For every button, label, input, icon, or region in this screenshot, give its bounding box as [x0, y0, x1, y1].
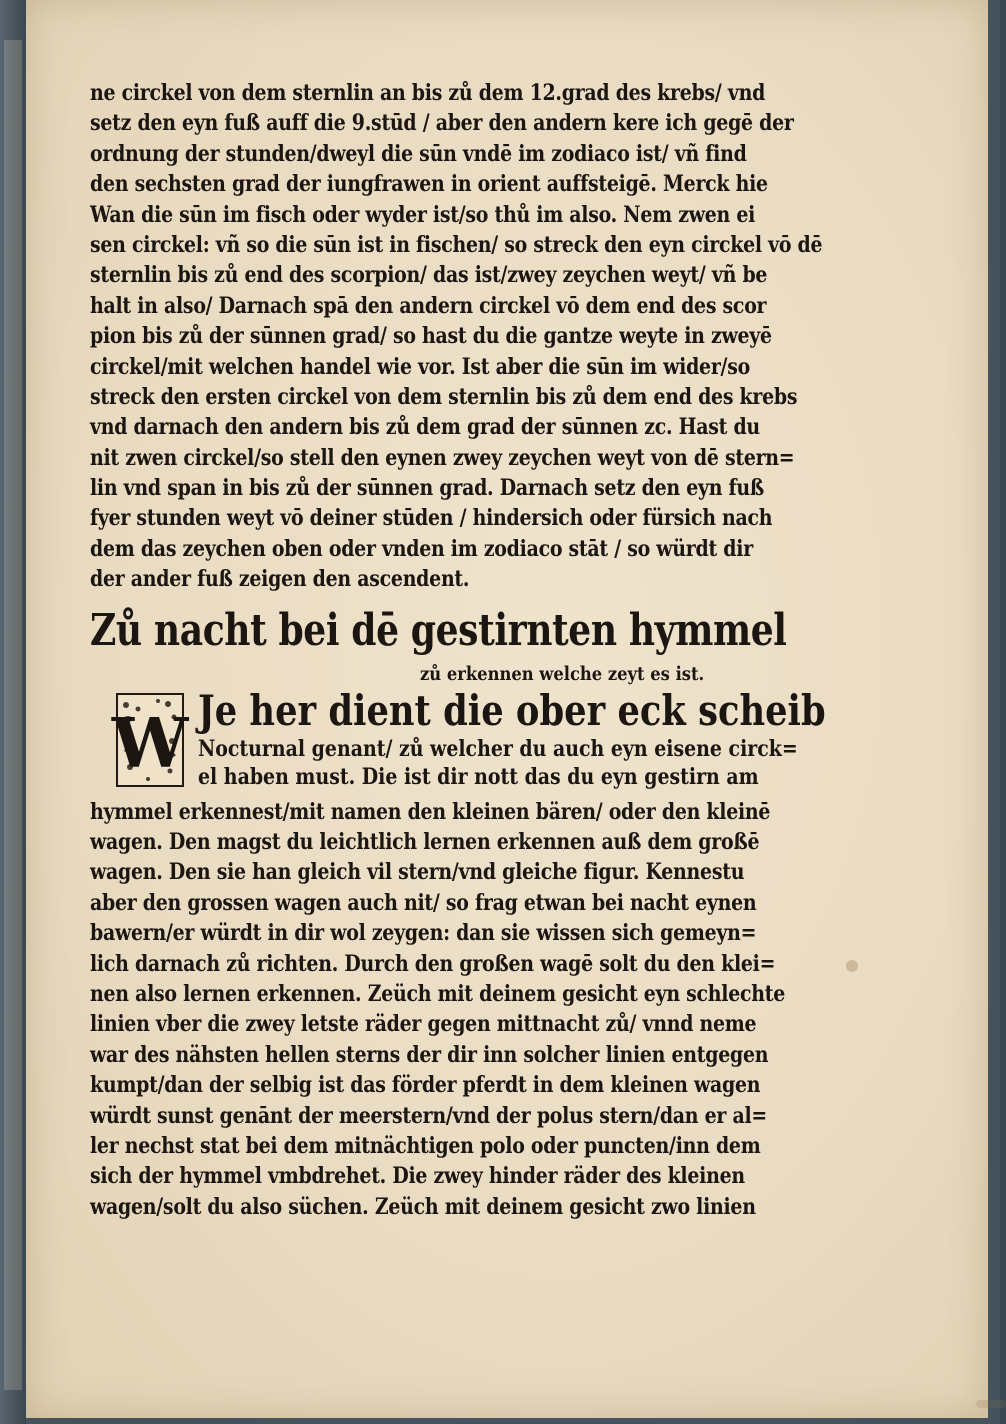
initial-line: el haben must. Die ist dir nott das du eyn gestirn am — [198, 763, 759, 790]
binding-edge — [0, 0, 26, 1424]
paragraph-top — [90, 78, 830, 595]
text-line: ler nechst stat bei dem mitnächtigen polo oder puncten/inn dem — [90, 1132, 761, 1159]
text-line: Wan die sūn im fisch oder wyder ist/so thů im also. Nem zwen ei — [90, 201, 756, 228]
binding-strip — [4, 40, 22, 1390]
text-line: wagen. Den magst du leichtlich lernen erkennen auß dem großē — [90, 829, 760, 856]
foxing-spot — [976, 1400, 1006, 1408]
text-line: sternlin bis zů end des scorpion/ das ist/zwey zeychen weyt/ vñ be — [90, 262, 768, 289]
initial-ornament-icon — [111, 695, 189, 785]
foxing-spot — [846, 960, 858, 972]
text-line: war des nähsten hellen sterns der dir inn solcher linien entgegen — [90, 1041, 769, 1068]
text-line: pion bis zů der sūnnen grad/ so hast du die gantze weyte in zweyē — [90, 323, 772, 350]
section-subheading: zů erkennen welche zeyt es ist. — [420, 662, 705, 685]
text-line: würdt sunst genānt der meerstern/vnd der polus stern/dan er al= — [90, 1102, 767, 1129]
text-line: streck den ersten circkel von dem sternlin bis zů dem end des krebs — [90, 383, 798, 410]
text-line: kumpt/dan der selbig ist das förder pferdt in dem kleinen wagen — [90, 1072, 761, 1099]
text-line: bawern/er würdt in dir wol zeygen: dan sie wissen sich gemeyn= — [90, 920, 757, 947]
initial-line-large: Je her dient die ober eck scheib — [198, 685, 826, 735]
text-line: fyer stunden weyt vō deiner stūden / hindersich oder fürsich nach — [90, 505, 773, 532]
text-line: der ander fuß zeigen den ascendent. — [90, 566, 470, 593]
text-line: sen circkel: vñ so die sūn ist in fischen/ so streck den eyn circkel vō dē — [90, 231, 823, 258]
decorated-initial — [111, 693, 189, 787]
text-line: dem das zeychen oben oder vnden im zodiaco stāt / so würdt dir — [90, 535, 753, 562]
text-line: sich der hymmel vmbdrehet. Die zwey hinder räder des kleinen — [90, 1163, 745, 1190]
text-line: aber den grossen wagen auch nit/ so frag etwan bei nacht eynen — [90, 889, 757, 916]
text-line: nen also lernen erkennen. Zeüch mit deinem gesicht eyn schlechte — [90, 980, 786, 1007]
text-line: ne circkel von dem sternlin an bis zů dem 12.grad des krebs/ vnd — [90, 80, 766, 106]
text-line: wagen. Den sie han gleich vil stern/vnd gleiche figur. Kennestu — [90, 859, 745, 886]
text-line: setz den eyn fuß auff die 9.stūd / aber den andern kere ich gegē der — [90, 110, 794, 137]
section-heading: Zů nacht bei dē gestirnten hymmel — [90, 604, 787, 656]
book-page — [26, 0, 988, 1418]
text-line: halt in also/ Darnach spā den andern circkel vō dem end des scor — [90, 292, 767, 319]
initial-letter: W — [111, 703, 189, 784]
text-line: lich darnach zů richten. Durch den großen wagē solt du den klei= — [90, 950, 776, 977]
text-line: ordnung der stunden/dweyl die sūn vndē im zodiaco ist/ vñ find — [90, 140, 747, 167]
text-line: hymmel erkennest/mit namen den kleinen bären/ oder den kleinē — [90, 798, 771, 825]
text-line: den sechsten grad der iungfrawen in orient auffsteigē. Merck hie — [90, 171, 768, 198]
text-line: circkel/mit welchen handel wie vor. Ist aber die sūn im wider/so — [90, 353, 750, 380]
text-line: linien vber die zwey letste räder gegen mittnacht zů/ vnnd neme — [90, 1011, 757, 1038]
text-line: vnd darnach den andern bis zů dem grad der sūnnen zc. Hast du — [90, 414, 760, 441]
initial-paragraph-start — [90, 685, 830, 793]
text-line: wagen/solt du also süchen. Zeüch mit deinem gesicht zwo linien — [90, 1193, 756, 1220]
paragraph-bottom — [90, 797, 830, 1222]
text-block — [90, 78, 830, 1222]
text-line: lin vnd span in bis zů der sūnnen grad. Darnach setz den eyn fuß — [90, 475, 765, 502]
text-line: nit zwen circkel/so stell den eynen zwey zeychen weyt von dē stern= — [90, 444, 795, 471]
initial-line: Nocturnal genant/ zů welcher du auch eyn eisene circk= — [198, 735, 798, 762]
